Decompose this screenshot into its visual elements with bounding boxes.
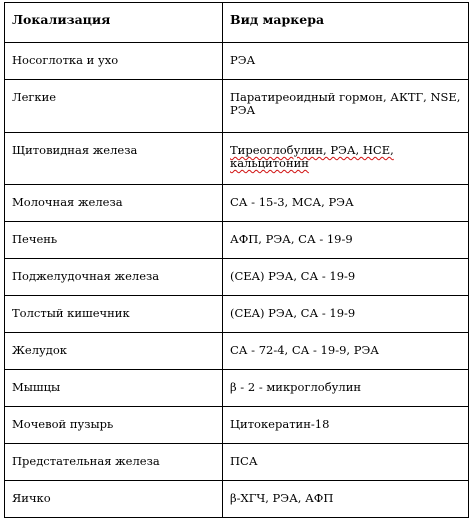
marker-cell: ПСА (223, 444, 469, 481)
table-row (5, 296, 469, 333)
marker-cell (223, 133, 469, 185)
localization-cell: Поджелудочная железа (5, 259, 223, 296)
marker-text-spellchecked: Тиреоглобулин, РЭА, НСЕ, кальцитонин (230, 143, 394, 170)
localization-cell: Толстый кишечник (5, 296, 223, 333)
header-marker-type: Вид маркера (223, 3, 469, 43)
localization-cell: Яичко (5, 481, 223, 518)
table-row (5, 481, 469, 518)
marker-cell: Цитокератин-18 (223, 407, 469, 444)
table-row (5, 222, 469, 259)
localization-cell: Мышцы (5, 370, 223, 407)
table-row (5, 370, 469, 407)
localization-cell: Носоглотка и ухо (5, 43, 223, 80)
header-row (5, 3, 469, 43)
marker-cell: Паратиреоидный гормон, АКТГ, NSE, РЭА (223, 80, 469, 133)
marker-cell: СА - 15-3, МСА, РЭА (223, 185, 469, 222)
tumor-markers-table (4, 2, 469, 518)
table-row (5, 185, 469, 222)
marker-cell: РЭА (223, 43, 469, 80)
table-row (5, 133, 469, 185)
marker-cell: АФП, РЭА, СА - 19-9 (223, 222, 469, 259)
marker-cell: СА - 72-4, СА - 19-9, РЭА (223, 333, 469, 370)
localization-cell: Желудок (5, 333, 223, 370)
localization-cell: Легкие (5, 80, 223, 133)
marker-cell: (CEA) РЭА, СА - 19-9 (223, 296, 469, 333)
marker-cell: β - 2 - микроглобулин (223, 370, 469, 407)
table-row (5, 333, 469, 370)
header-localization: Локализация (5, 3, 223, 43)
localization-cell: Предстательная железа (5, 444, 223, 481)
table-row (5, 259, 469, 296)
localization-cell: Щитовидная железа (5, 133, 223, 185)
localization-cell: Молочная железа (5, 185, 223, 222)
marker-cell: β-ХГЧ, РЭА, АФП (223, 481, 469, 518)
table-row (5, 444, 469, 481)
table-row (5, 43, 469, 80)
localization-cell: Мочевой пузырь (5, 407, 223, 444)
table-row (5, 407, 469, 444)
localization-cell: Печень (5, 222, 223, 259)
table-row (5, 80, 469, 133)
marker-cell: (CEA) РЭА, СА - 19-9 (223, 259, 469, 296)
